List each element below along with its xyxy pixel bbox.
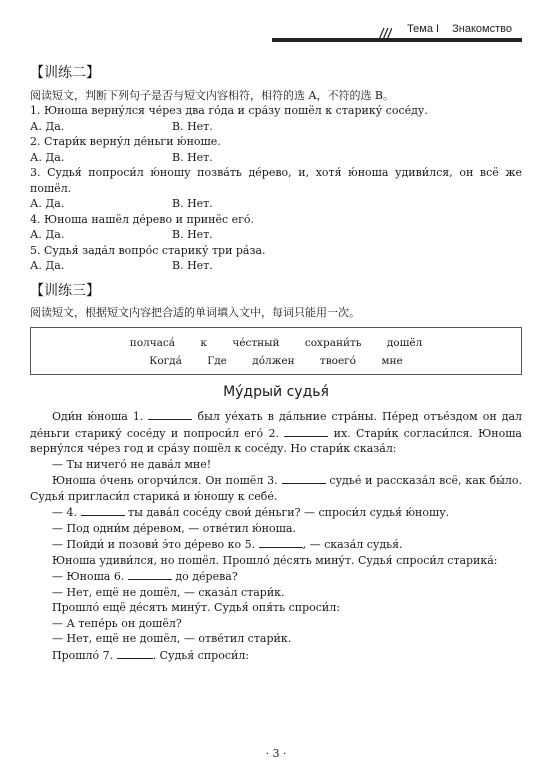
word-bank-box (30, 327, 522, 375)
exercise-2-item (30, 165, 522, 212)
story-line (30, 536, 522, 553)
word-bank-word: Когда́ (149, 354, 182, 367)
story-line (30, 504, 522, 521)
item-text: 5. Судья́ зада́л вопро́с старику́ три ра́за. (30, 243, 266, 257)
fill-blank-1[interactable] (148, 408, 192, 420)
story-line: Юноша удиви́лся, но пошёл. Прошло́ де́сять мину́т. Судья́ спроси́л старика́: (52, 553, 498, 567)
word-bank-word: полчаса́ (129, 336, 176, 349)
story-line: — А тепе́рь он дошёл? (52, 616, 182, 630)
header-topic: Тема I (407, 23, 440, 35)
word-bank-word: Где (207, 354, 227, 367)
page-number: · 3 · (265, 747, 287, 760)
option-b: В. Нет. (172, 197, 213, 210)
exercise-3-instruction: 阅读短文，根据短文内容把合适的单词填入文中，每词只能用一次。 (30, 306, 360, 319)
word-bank-word: дошёл (386, 336, 423, 349)
option-a: А. Да. (30, 197, 65, 210)
option-a: А. Да. (30, 119, 65, 133)
word-bank-row-2 (31, 352, 521, 370)
story-line: — Ты ничего́ не дава́л мне! (52, 457, 212, 471)
page-content (30, 56, 522, 663)
story-text: их. Стари́к согласи́лся. Юноша верну́лся че́рез год и сра́зу пошёл к сосе́ду. Но стари́к сказа́л: (30, 426, 522, 455)
option-b: В. Нет. (172, 119, 213, 133)
exercise-2-item (30, 103, 522, 134)
fill-blank-2[interactable] (284, 425, 328, 437)
option-a: А. Да. (30, 259, 65, 272)
story-line (30, 647, 522, 664)
word-bank-word: к (200, 336, 207, 349)
story-text: был уе́хать в да́льние стра́ны. Пе́ред отъе́здом он дал де́ньги старику́ сосе́ду и попроси́л его́ 2. (30, 410, 523, 440)
fill-blank-5[interactable] (259, 536, 303, 548)
item-text: 2. Стари́к верну́л де́ньги ю́ноше. (30, 135, 221, 148)
story-text: Юноша о́чень огорчи́лся. Он пошёл 3. (52, 474, 278, 487)
story-line: Прошло́ ещё де́сять мину́т. Судья́ опя́ть спроси́л: (52, 601, 340, 614)
option-b: В. Нет. (172, 259, 213, 272)
fill-blank-3[interactable] (282, 472, 326, 484)
fill-blank-7[interactable] (117, 647, 153, 659)
exercise-2-item (30, 212, 522, 243)
fill-blank-4[interactable] (81, 504, 125, 516)
story-text: до де́рева? (175, 570, 238, 583)
story-title: Му́дрый судья́ (223, 383, 329, 400)
option-b: В. Нет. (172, 150, 213, 164)
story-text: — 4. (52, 506, 77, 519)
story-text: ты дава́л сосе́ду свои́ де́ньги? — спроси́л судья́ ю́ношу. (128, 506, 450, 519)
word-bank-word: сохрани́ть (304, 336, 362, 349)
story-paragraph (30, 472, 522, 504)
story-paragraph (30, 408, 522, 457)
exercise-3-title: 【训练三】 (30, 282, 100, 299)
word-bank-word: до́лжен (252, 354, 295, 367)
item-text: 4. Юноша нашёл де́рево и принёс его́. (30, 212, 255, 226)
exercise-2-item (30, 134, 522, 165)
word-bank-word: мне (381, 354, 403, 367)
story-text: — Юноша 6. (52, 570, 125, 583)
header-text (407, 23, 522, 35)
word-bank-word: твоего́ (319, 354, 357, 367)
exercise-2-item (30, 243, 522, 274)
story-text: . Судья́ спроси́л: (152, 648, 250, 662)
header-bar (272, 38, 522, 42)
story-text: судье́ и рассказа́л всё, как бы́ло. Судья́ пригласи́л старика́ и ю́ношу к себе́. (30, 474, 523, 503)
exercise-2-instruction: 阅读短文，判断下列句子是否与短文内容相符，相符的选 A，不符的选 B。 (30, 88, 395, 102)
option-a: А. Да. (30, 228, 65, 241)
option-b: В. Нет. (172, 228, 213, 241)
page-header (407, 18, 522, 40)
story-line: — Нет, ещё не дошёл, — отве́тил стари́к. (52, 632, 292, 645)
word-bank-word: че́стный (232, 336, 280, 349)
story-text: , — сказа́л судья́. (302, 538, 403, 551)
story-text: Оди́н ю́ноша 1. (52, 410, 144, 423)
story-text: — Пойди́ и позови́ э́то де́рево ко 5. (52, 538, 256, 551)
story-line: — Нет, ещё не дошёл, — сказа́л стари́к. (52, 585, 285, 599)
story-line (30, 568, 522, 585)
story-text: Прошло́ 7. (52, 648, 114, 662)
item-text: 3. Судья́ попроси́л ю́ношу позва́ть де́рево, и, хотя́ ю́ноша удиви́лся, он всё же пошёл. (30, 166, 522, 195)
option-a: А. Да. (30, 150, 65, 164)
exercise-2-title: 【训练二】 (30, 65, 100, 81)
item-text: 1. Юноша верну́лся че́рез два го́да и сра́зу пошёл к старику́ сосе́ду. (30, 104, 428, 117)
word-bank-row-1 (31, 334, 521, 352)
header-title: Знакомство (452, 23, 512, 35)
fill-blank-6[interactable] (128, 568, 172, 580)
story-line: — Под одни́м де́ревом, — отве́тил ю́ноша. (52, 521, 296, 535)
